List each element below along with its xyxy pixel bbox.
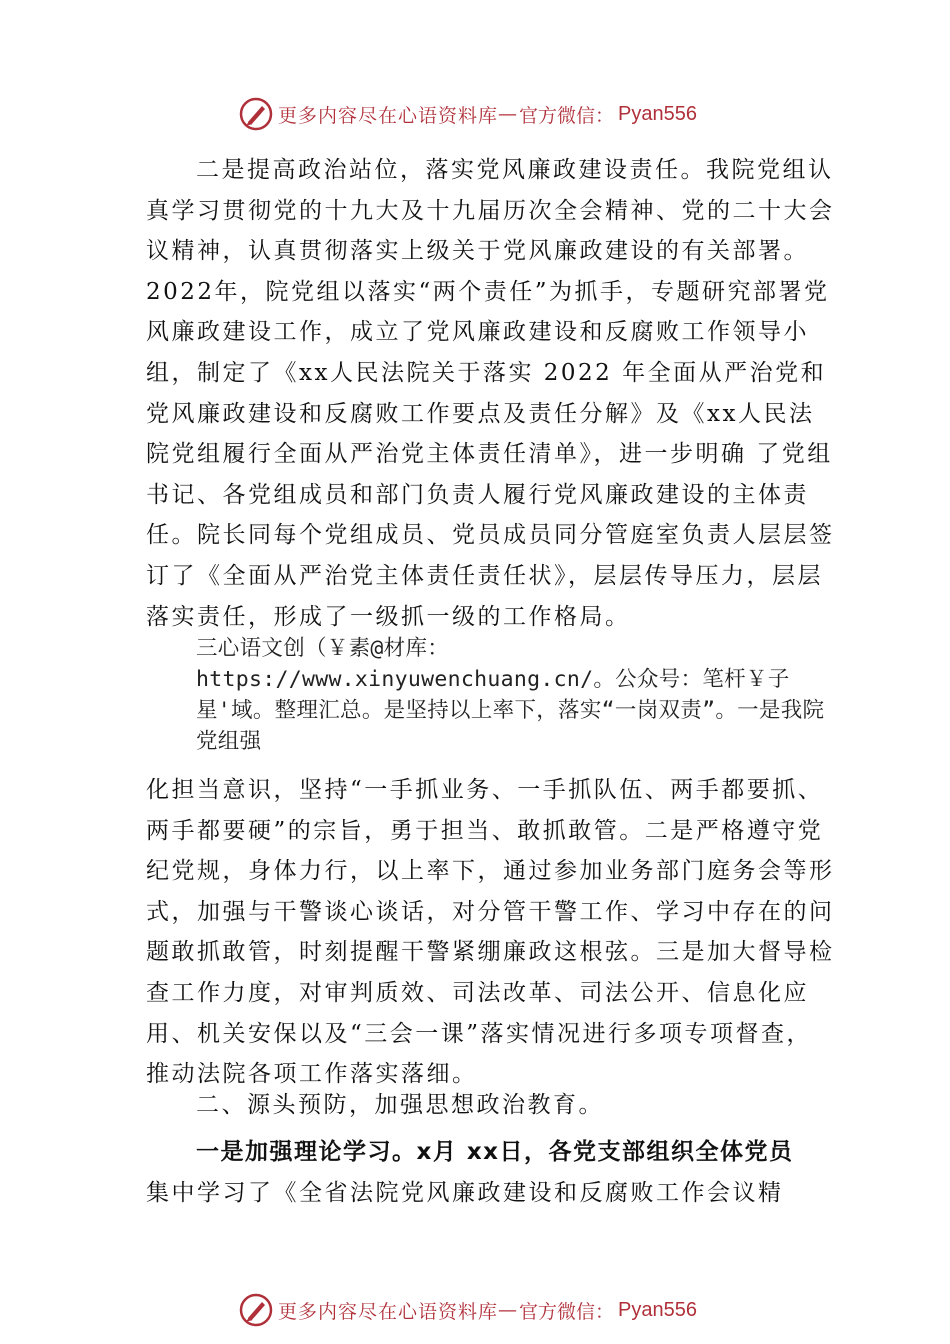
paragraph-text: 二是提高政治站位，落实党风廉政建设责任。我院党组认真学习贯彻党的十九大及十九届历次全会精神、党的二十大会议精神，认真贯彻落实上级关于党风廉政建设的有关部署。2022年，院党组以落实“两个责任”为抓手，专题研究部署党风廉政建设工作，成立了党风廉政建设和反腐败工作领导小组，制定了《xx人民法院关于落实 2022 年全面从严治党和党风廉政建设和反腐败工作要点及责任分解》及《xx人民法院党组履行全面从严治党主体责任清单》，进一步明确 了党组书记、各党组成员和部门负责人履行党风廉政建设的主体责任。院长同每个党组成员、党员成员同分管庭室负责人层层签订了《全面从严治党主体责任责任状》，层层传导压力，层层落实责任，形成了一级抓一级的工作格局。 — [146, 157, 835, 630]
paragraph-theory-study — [146, 1132, 836, 1213]
pen-logo-icon — [238, 1292, 274, 1328]
watermark-footer — [238, 1290, 697, 1330]
watermark-header — [238, 94, 697, 134]
heading-text: 二、源头预防，加强思想政治教育。 — [196, 1092, 604, 1118]
pen-logo-icon — [238, 96, 274, 132]
watermark-label: 官方微信： — [519, 104, 615, 127]
source-note: 三心语文创（￥素@材库：https://www.xinyuwenchuang.cn/。公众号：笔杆￥子星'域。整理汇总。是坚持以上率下，落实“一岗双责”。一是我院党组强 — [196, 636, 825, 754]
watermark-dash: — — [498, 103, 518, 125]
paragraph-responsibility — [146, 150, 836, 640]
watermark-text: 更多内容尽在心语资料库 — [278, 1300, 499, 1323]
watermark-text: 更多内容尽在心语资料库 — [278, 104, 499, 127]
watermark-dash: — — [498, 1299, 518, 1321]
bold-lead: 一是加强理论学习。x月 xx日，各党支部组织全体党员 — [196, 1139, 794, 1165]
section-heading — [146, 1085, 836, 1126]
paragraph-leadership — [146, 770, 836, 1095]
watermark-label: 官方微信： — [519, 1300, 615, 1323]
paragraph-text: 化担当意识，坚持“一手抓业务、一手抓队伍、两手都要抓、两手都要硬”的宗旨，勇于担当、敢抓敢管。二是严格遵守党纪党规，身体力行，以上率下，通过参加业务部门庭务会等形式，加强与干警谈心谈话，对分管干警工作、学习中存在的问题敢抓敢管，时刻提醒干警紧绷廉政这根弦。三是加大督导检查工作力度，对审判质效、司法改革、司法公开、信息化应用、机关安保以及“三会一课”落实情况进行多项专项督查，推动法院各项工作落实落细。 — [146, 777, 835, 1088]
paragraph-text: 集中学习了《全省法院党风廉政建设和反腐败工作会议精 — [146, 1179, 784, 1206]
watermark-account: Pyan556 — [618, 1298, 697, 1321]
watermark-account: Pyan556 — [618, 102, 697, 125]
